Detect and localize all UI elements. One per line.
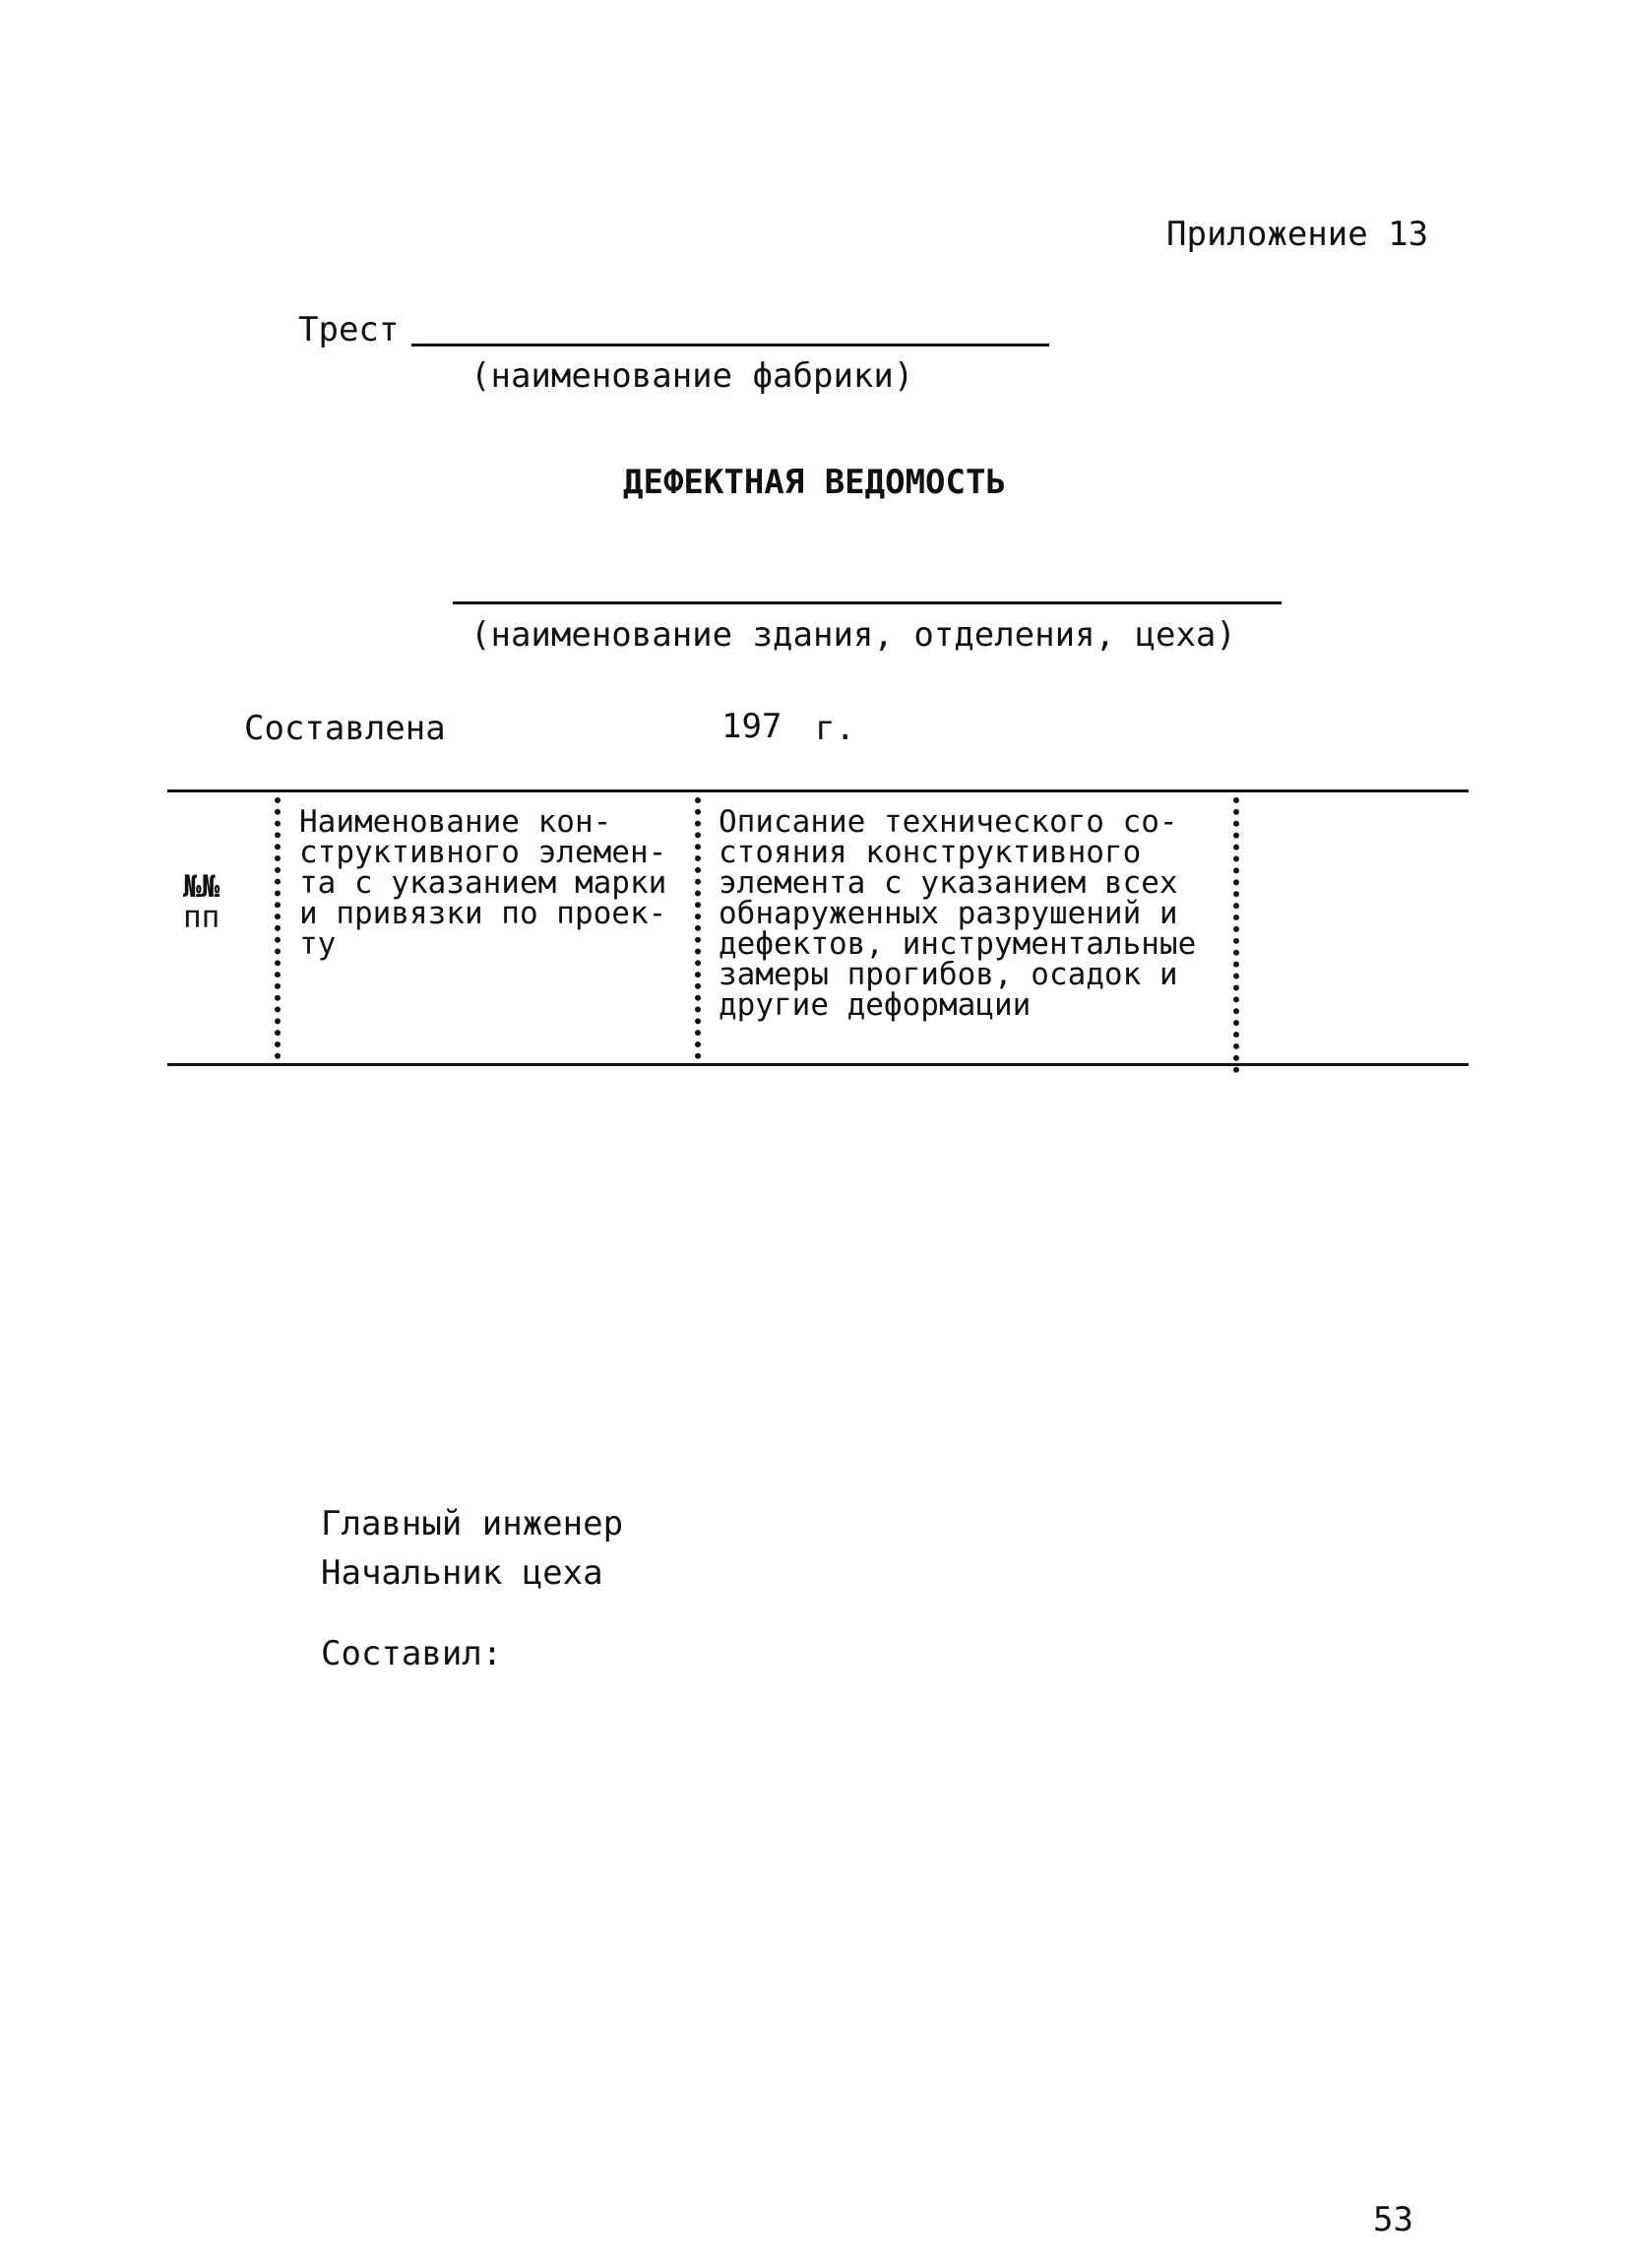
header-cell-description-line: элемента с указанием всех	[719, 865, 1178, 901]
column-divider	[1233, 797, 1239, 1073]
header-cell-description-line: стояния конструктивного	[719, 835, 1142, 870]
header-cell-description-line: другие деформации	[719, 987, 1032, 1023]
table-top-rule	[167, 789, 1469, 792]
header-cell-element-line: и привязки по проек-	[299, 896, 667, 931]
factory-caption: (наименование фабрики)	[470, 356, 914, 396]
header-cell-element-line: структивного элемен-	[299, 835, 667, 870]
header-cell-element-line: та с указанием марки	[299, 865, 667, 901]
building-caption: (наименование здания, отделения, цеха)	[470, 615, 1236, 655]
building-underline	[453, 601, 1282, 604]
header-cell-element-line: Наименование кон-	[299, 804, 612, 840]
shop-head-label: Начальник цеха	[321, 1553, 603, 1593]
column-divider	[695, 797, 701, 1059]
header-cell-description-line: замеры прогибов, осадок и	[719, 957, 1178, 992]
header-cell-description-line: дефектов, инструментальные	[719, 926, 1197, 962]
appendix-label: Приложение 13	[1166, 215, 1429, 254]
page-number: 53	[1373, 2200, 1413, 2239]
compiled-by-label: Составил:	[321, 1634, 503, 1673]
trust-label: Трест	[298, 310, 400, 349]
trust-underline	[411, 344, 1049, 346]
year-suffix: г.	[815, 709, 855, 748]
header-cell-number-2: пп	[183, 900, 220, 935]
column-divider	[275, 797, 281, 1059]
header-cell-description-line: Описание технического со-	[719, 804, 1178, 840]
chief-engineer-label: Главный инженер	[321, 1504, 624, 1544]
year-value: 197	[721, 707, 783, 746]
document-title: ДЕФЕКТНАЯ ВЕДОМОСТЬ	[623, 463, 1006, 502]
header-cell-number-1: №№	[183, 869, 220, 905]
table-bottom-rule	[167, 1063, 1469, 1066]
header-cell-description-line: обнаруженных разрушений и	[719, 896, 1178, 931]
header-cell-element-line: ту	[299, 926, 337, 962]
compiled-label: Составлена	[244, 709, 446, 748]
